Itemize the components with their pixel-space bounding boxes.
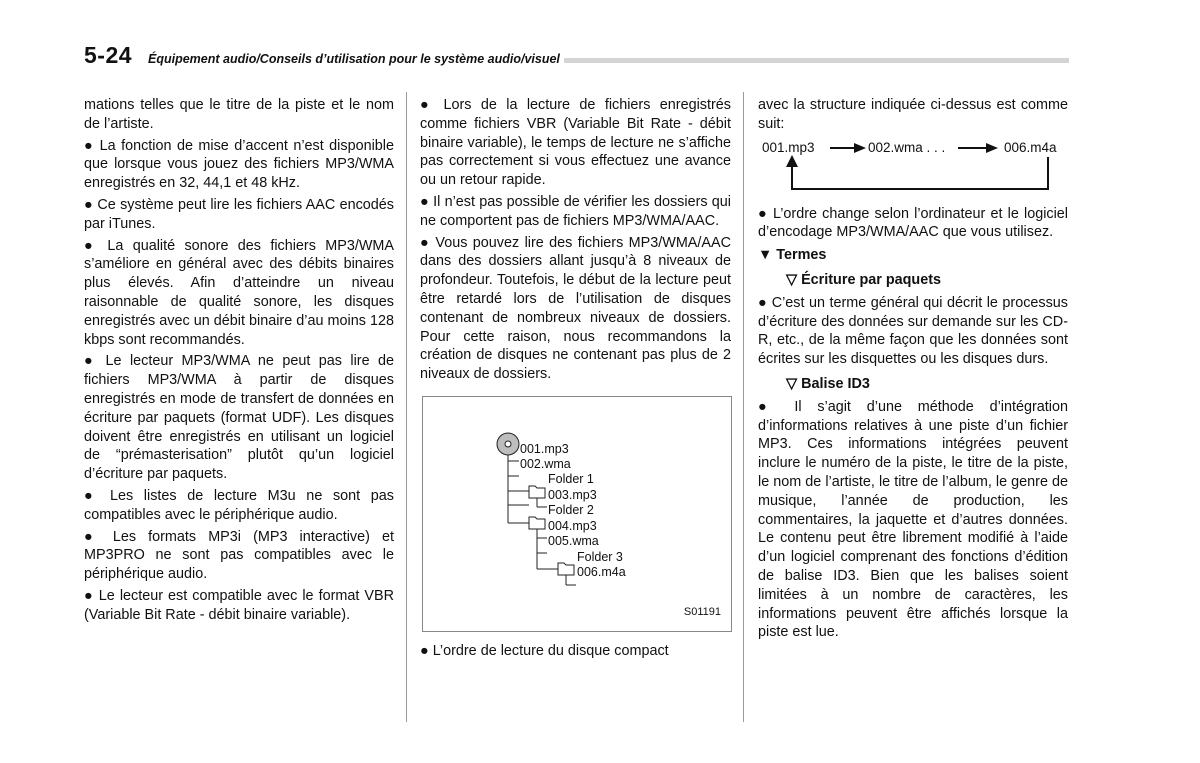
bullet-paragraph: ● C’est un terme général qui décrit le processus d’écriture des données sur demande sur les CD-R, etc., de la même façon que les données sont écrites sur les disquettes ou les disques durs. xyxy=(758,294,1068,368)
bullet-paragraph: ● Il s’agit d’une méthode d’intégration d’informations relatives à une piste d’un fichier MP3. Ces informations intégrées peuvent inclure le numéro de la piste, le titre de la piste, le nom de l’artiste, le titre de l’album, le genre de musique, l’année de production, les commentaires, la jaquette et d’autres données. Le contenu peut être librement modifié à l’aide d’un logiciel comprenant des fonctions d’édition de balise ID3. Bien que les balises soient limitées à un nombre de caractères, les informations peuvent être affichés lorsque la piste est lue. xyxy=(758,398,1068,641)
bullet-paragraph: ● Les formats MP3i (MP3 interactive) et MP3PRO ne sont pas compatibles avec le périphérique audio. xyxy=(84,528,394,583)
page-header xyxy=(84,38,1069,72)
page-number: 5-24 xyxy=(84,42,133,68)
section-title: Équipement audio/Conseils d’utilisation pour le système audio/visuel xyxy=(148,52,560,66)
paragraph: mations telles que le titre de la piste et le nom de l’artiste. xyxy=(84,97,394,132)
flow-item: 002.wma . . . xyxy=(868,139,946,155)
file-label: 002.wma xyxy=(520,456,571,471)
file-label: 001.mp3 xyxy=(520,441,569,456)
bullet-paragraph: ● Le lecteur MP3/WMA ne peut pas lire de fichiers MP3/WMA à partir de disques enregistrés en mode de transfert de données en écriture par paquets (format UDF). Les disques doivent être enregistrés en utilisant un logiciel de “prémasterisation” plutôt qu’un logiciel d’écriture par paquets. xyxy=(84,353,394,483)
flow-item: 006.m4a xyxy=(1004,139,1057,155)
folder-tree-figure xyxy=(422,396,732,632)
bullet-paragraph: ● Lors de la lecture de fichiers enregistrés comme fichiers VBR (Variable Bit Rate - débit binaire variable), le temps de lecture ne s’affiche pas correctement si vous effectuez une avance ou un retour rapide. xyxy=(420,97,731,189)
file-label: 003.mp3 xyxy=(548,487,597,502)
bullet-paragraph: ● La fonction de mise d’accent n’est disponible que lorsque vous jouez des fichiers MP3/WMA enregistrés en 32, 44,1 et 48 kHz. xyxy=(84,137,394,192)
column-3 xyxy=(758,96,1068,645)
flow-item: 001.mp3 xyxy=(762,139,815,155)
subheading-id3-tag: ▽ Balise ID3 xyxy=(786,375,870,392)
bullet-paragraph: ● L’ordre de lecture du disque compact xyxy=(420,642,669,659)
paragraph: avec la structure indiquée ci-dessus est comme suit: xyxy=(758,97,1068,132)
bullet-paragraph: ● Vous pouvez lire des fichiers MP3/WMA/AAC dans des dossiers allant jusqu’à 8 niveaux de profondeur. Toutefois, le début de la lecture peut être retardé lors de l’utilisation de disques contenant de nombreux niveaux de dossiers. Pour cette raison, nous recommandons la création de disques ne contenant pas plus de 2 niveaux de dossiers. xyxy=(420,234,731,383)
column-divider xyxy=(406,92,407,722)
file-label: 004.mp3 xyxy=(548,518,597,533)
file-label: 006.m4a xyxy=(577,564,626,579)
playback-order-diagram xyxy=(758,137,1068,199)
column-2 xyxy=(420,96,731,664)
bullet-paragraph: ● La qualité sonore des fichiers MP3/WMA s’améliore en général avec des débits binaires plus élevés. Afin d’atteindre un niveau raisonnable de qualité sonore, les disques enregistrés avec un débit binaire d’au moins 128 kbps sont recommandés. xyxy=(84,237,394,348)
file-label: 005.wma xyxy=(548,533,599,548)
bullet-paragraph: ● Ce système peut lire les fichiers AAC encodés par iTunes. xyxy=(84,196,394,232)
column-divider xyxy=(743,92,744,722)
subheading-packet-writing: ▽ Écriture par paquets xyxy=(786,271,942,288)
folder-label: Folder 3 xyxy=(577,549,623,564)
header-rule xyxy=(564,58,1069,63)
heading-terms: ▼ Termes xyxy=(758,247,827,264)
figure-reference: S01191 xyxy=(683,606,721,619)
bullet-paragraph: ● Les listes de lecture M3u ne sont pas compatibles avec le périphérique audio. xyxy=(84,487,394,523)
bullet-paragraph: ● Il n’est pas possible de vérifier les dossiers qui ne comportent pas de fichiers MP3/WMA/AAC. xyxy=(420,193,731,229)
folder-label: Folder 1 xyxy=(548,471,594,486)
bullet-paragraph: ● L’ordre change selon l’ordinateur et le logiciel d’encodage MP3/WMA/AAC que vous utilisez. xyxy=(758,205,1068,241)
folder-label: Folder 2 xyxy=(548,502,594,517)
column-1 xyxy=(84,96,394,628)
bullet-paragraph: ● Le lecteur est compatible avec le format VBR (Variable Bit Rate - débit binaire variable). xyxy=(84,587,394,623)
